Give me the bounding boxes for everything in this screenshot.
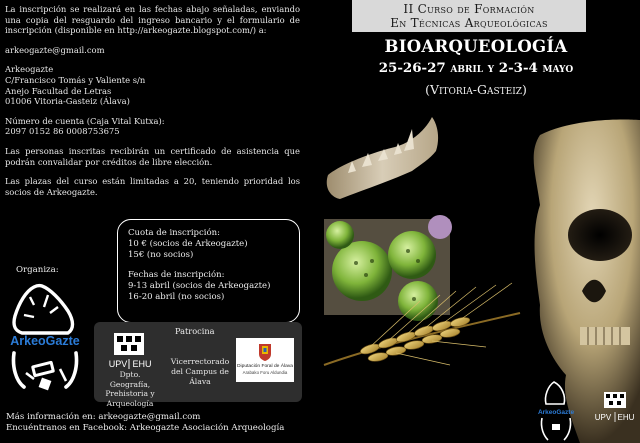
footer-ehu-text: EHU: [617, 413, 635, 422]
patrocina-label: Patrocina: [175, 326, 215, 336]
jawbone-image: [327, 117, 438, 199]
dates-members: 9-13 abril (socios de Arkeogazte): [128, 281, 271, 291]
address-line: C/Francisco Tomás y Valiente s/n: [5, 74, 146, 85]
course-dates: 25-26-27 abril y 2-3-4 mayo: [378, 60, 574, 76]
contact-email-line: Más información en: arkeogazte@gmail.com: [6, 412, 201, 422]
places-paragraph: Las plazas del curso están limitadas a 20, teniendo prioridad los socios de Arkeogazte.: [5, 176, 300, 197]
ehu-text: EHU: [132, 359, 152, 369]
course-line-2: En Técnicas Arqueológicas: [390, 15, 548, 30]
pollen-image: [324, 215, 452, 321]
bank-account: [5, 116, 300, 137]
dates-title: Fechas de inscripción:: [128, 270, 225, 280]
diputacion-name-eu: Arabako Foru Aldundia: [242, 370, 288, 375]
department-caption: Dpto. Geografía, Prehistoria y Arqueología: [105, 370, 155, 408]
vicerrectorado-text: Vicerrectorado del Campus de Álava: [170, 357, 230, 386]
dates-nonmembers: 16-20 abril (no socios): [128, 292, 225, 302]
crest-icon: [258, 342, 272, 362]
footer-logos: [534, 378, 640, 443]
address-line: Anejo Facultad de Letras: [5, 85, 112, 96]
diputacion-name: Diputación Foral de Álava: [236, 364, 293, 369]
organiza-label: Organiza:: [16, 265, 59, 275]
logo-text: ArkeoGazte: [10, 334, 80, 348]
info-column: [5, 4, 300, 206]
course-line-1: II Curso de Formación: [403, 2, 535, 16]
diputacion-logo: [236, 338, 294, 382]
account-number: 2097 0152 86 0008753675: [5, 126, 120, 137]
certificate-paragraph: Las personas inscritas recibirán un certificado de asistencia que podrán convalidar por créditos de libre elección.: [5, 145, 300, 167]
postal-address: [5, 64, 300, 106]
contact-email: arkeogazte@gmail.com: [5, 44, 105, 55]
fee-members: 10 € (socios de Arkeogazte): [128, 239, 248, 249]
account-label: Número de cuenta (Caja Vital Kutxa):: [5, 115, 165, 126]
fee-box: [117, 219, 300, 323]
course-header: [352, 0, 586, 32]
facebook-line: Encuéntranos en Facebook: Arkeogazte Asociación Arqueología: [6, 422, 285, 433]
course-city: (Vitoria-Gasteiz): [425, 82, 527, 97]
course-title: BIOARQUEOLOGÍA: [384, 37, 568, 56]
contact-footer: [6, 412, 284, 434]
arkeogazte-logo: [4, 283, 86, 395]
upv-text: UPV: [108, 359, 128, 369]
address-line: 01006 Vitoria-Gasteiz (Álava): [5, 96, 130, 107]
inscription-paragraph: La inscripción se realizará en las fechas abajo señaladas, enviando una copia del resguardo del ingreso bancario y el formulario de inscripción (disponible en http://arkeogazte.blogspot.com/) a:: [5, 4, 300, 36]
footer-upv-text: UPV: [594, 413, 612, 422]
fee-nonmembers: 15€ (no socios): [128, 250, 194, 260]
address-line: Arkeogazte: [5, 64, 54, 75]
fee-title: Cuota de inscripción:: [128, 228, 220, 238]
footer-arkeo-text: ArkeoGazte: [537, 409, 575, 416]
upv-ehu-logo: [100, 330, 158, 370]
